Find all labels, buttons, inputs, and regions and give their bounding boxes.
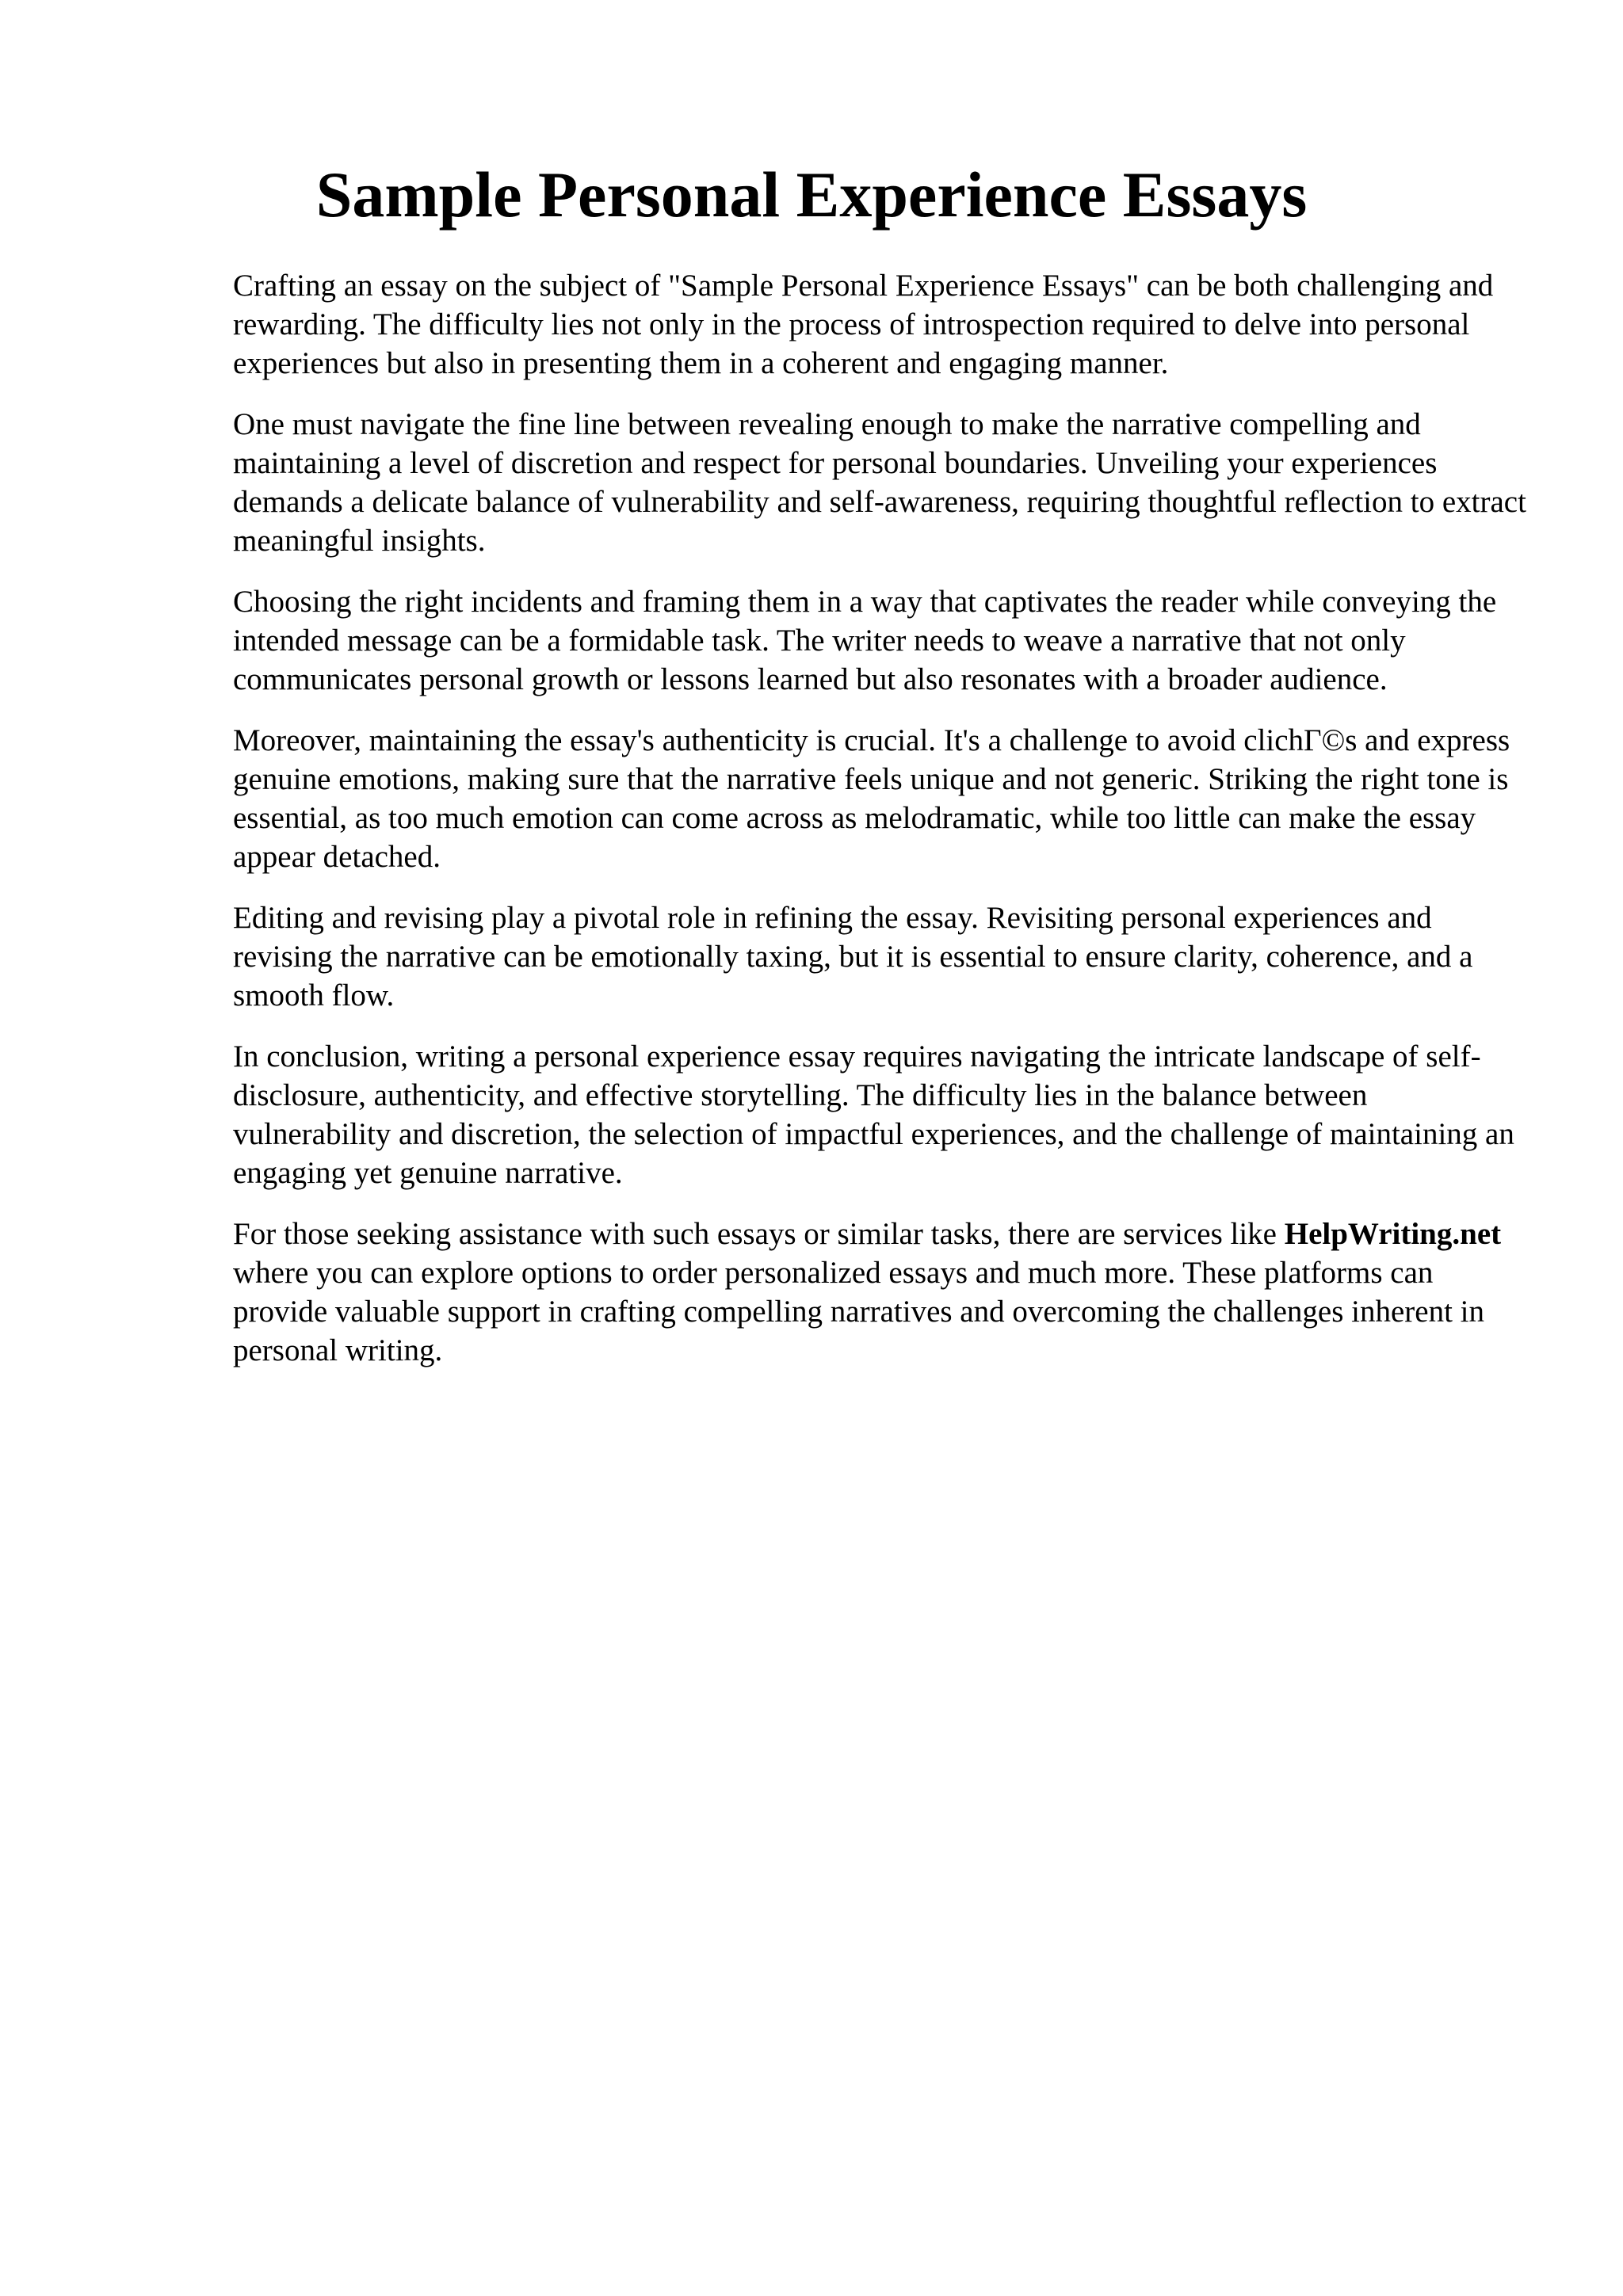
closing-lead-text: For those seeking assistance with such essays or similar tasks, there are services like	[233, 1217, 1285, 1251]
paragraph-3: Choosing the right incidents and framing them in a way that captivates the reader while conveying the intended message can be a formidable task. The writer needs to weave a narrative that not only communicates personal growth or lessons learned but also resonates with a broader audience.	[233, 585, 1497, 696]
page-title: Sample Personal Experience Essays	[315, 158, 1308, 231]
paragraph-6: In conclusion, writing a personal experience essay requires navigating the intricate landscape of self-disclosure, authenticity, and effective storytelling. The difficulty lies in the balance between vulnerability and discretion, the selection of impactful experiences, and the challenge of maintaining an engaging yet genuine narrative.	[233, 1039, 1514, 1190]
essay-body	[233, 266, 1533, 1392]
brand-name: HelpWriting.net	[1284, 1217, 1502, 1251]
paragraph-1: Crafting an essay on the subject of "Sample Personal Experience Essays" can be both challenging and rewarding. The difficulty lies not only in the process of introspection required to delve into personal experiences but also in presenting them in a coherent and engaging manner.	[233, 269, 1494, 380]
closing-tail-text: where you can explore options to order personalized essays and much more. These platforms can provide valuable support in crafting compelling narratives and overcoming the challenges inherent in personal writing.	[233, 1256, 1484, 1367]
paragraph-4: Moreover, maintaining the essay's authenticity is crucial. It's a challenge to avoid clichГ©s and express genuine emotions, making sure that the narrative feels unique and not generic. Striking the right tone is essential, as too much emotion can come across as melodramatic, while too little can make the essay appear detached.	[233, 723, 1510, 874]
paragraph-closing	[233, 1215, 1533, 1370]
paragraph-5: Editing and revising play a pivotal role in refining the essay. Revisiting personal experiences and revising the narrative can be emotionally taxing, but it is essential to ensure clarity, coherence, and a smooth flow.	[233, 901, 1473, 1013]
paragraph-2: One must navigate the fine line between revealing enough to make the narrative compelling and maintaining a level of discretion and respect for personal boundaries. Unveiling your experiences demands a delicate balance of vulnerability and self-awareness, requiring thoughtful reflection to extract meaningful insights.	[233, 407, 1526, 558]
